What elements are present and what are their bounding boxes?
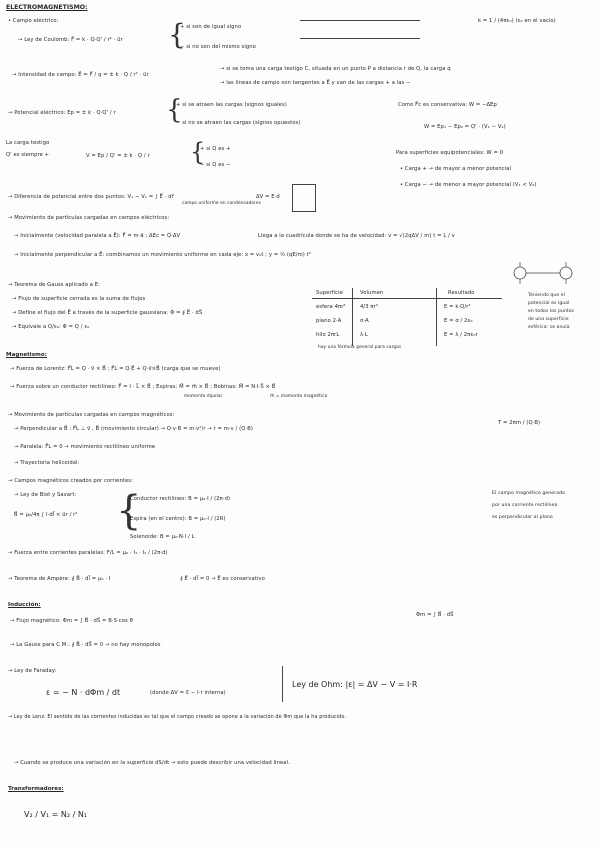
magnetic-flux-integral: Φm = ∫ B⃗ · dS⃗ xyxy=(416,612,454,618)
negative-charge-note: • Carga − → de menor a mayor potencial (V₁ < V₂) xyxy=(400,182,537,188)
ampere-conservative: ∮ E⃗ · dl⃗ = 0 → E⃗ es conservativo xyxy=(180,576,265,582)
table-note: hay una fórmula general para cargas xyxy=(318,345,402,350)
table-divider-1 xyxy=(352,288,353,346)
table-header-surface: Superficie xyxy=(316,290,343,296)
magnetic-flux: → Flujo magnético: Φm = ∫ B⃗ · dS⃗ = B·S·cos θ xyxy=(10,618,133,624)
table-header-volume: Volumen xyxy=(360,290,384,296)
table-cell: 4/3 πr³ xyxy=(360,304,379,310)
intensity-note-2: → las líneas de campo son tangentes a E⃗ y van de las cargas + a las − xyxy=(220,80,411,86)
section-campo-electrico: • Campo eléctrico: xyxy=(8,18,59,24)
coulomb-law: → Ley de Coulomb: F⃗ = k · Q·Q' / r² · u⃗r xyxy=(18,37,123,43)
table-cell: E = λ / 2πε₀r xyxy=(444,332,478,338)
biot-case-1: Conductor rectilíneo: B = μ₀·I / (2π·d) xyxy=(130,496,231,502)
ohm-divider xyxy=(282,666,283,702)
biot-case-3: Solenoide: B = μ₀·N·I / L xyxy=(130,534,195,540)
potential-brace: { xyxy=(166,95,183,125)
biot-brace: { xyxy=(116,488,142,534)
motion-perpendicular: → Inicialmente perpendicular a E⃗: combinamos un movimiento uniforme en cada eje: x = v₀t ; y = ½ (qE/m) t² xyxy=(14,252,311,258)
intensity-formula: → Intensidad de campo: E⃗ = F⃗ / q = ± k · Q / r² · u⃗r xyxy=(12,72,149,78)
intensity-note-1: → si se toma una carga testigo C, situada en un punto P a distancia r de Q, la carga q xyxy=(220,66,451,72)
capacitor-diagram xyxy=(292,184,316,212)
page-title: ELECTROMAGNETISMO: xyxy=(6,4,88,11)
coulomb-constant: k = 1 / (4πε₀) (ε₀ en el vacío) xyxy=(478,18,556,24)
gauss-note-1: → Flujo de superficie cerrada es la suma de flujos xyxy=(12,296,146,302)
transformer-formula: V₂ / V₁ = N₂ / N₁ xyxy=(24,810,88,819)
coulomb-option-1: + si son de igual signo xyxy=(180,24,242,30)
potential-option-2: − si no se atraen las cargas (signos opuestos) xyxy=(176,120,301,126)
potential-difference-sub: campo uniforme en condensadores xyxy=(182,201,261,206)
test-charge-label: La carga testigo xyxy=(6,140,50,146)
potential-energy: → Potencial eléctrico: Ep = ± k · Q·Q' / r xyxy=(8,110,116,116)
coulomb-brace: { xyxy=(168,18,186,51)
equipotential-note: Para superficies equipotenciales: W = 0 xyxy=(396,150,504,156)
biot-savart-heading: → Ley de Biot y Savart: xyxy=(14,492,77,498)
induction-heading: Inducción: xyxy=(8,602,41,608)
table-cell: E = σ / 2ε₀ xyxy=(444,318,473,324)
particle-motion-electric: → Movimiento de partículas cargadas en campos eléctricos: xyxy=(8,215,170,221)
field-lines-sketch xyxy=(506,262,588,284)
motion-perpendicular-b: → Perpendicular a B⃗ : F⃗L ⊥ v⃗ , B⃗ (movimiento circular) → Q·v·B = m·v²/r → r = m·v / (Q·B) xyxy=(14,426,253,432)
potential-difference-tail: ΔV = E·d xyxy=(256,194,280,200)
table-cell: esfera 4πr² xyxy=(316,304,346,310)
table-cell: σ·A xyxy=(360,318,369,324)
side-note-line: Teniendo que el xyxy=(528,293,565,298)
ampere-theorem: → Teorema de Ampère: ∮ B⃗ · dl⃗ = μ₀ · I xyxy=(8,576,111,582)
potential-sign-2: − si Q es − xyxy=(200,162,231,168)
positive-charge-note: • Carga + → de mayor a menor potencial xyxy=(400,166,512,172)
side-note-line: esférica: se anula xyxy=(528,325,570,330)
biot-case-2: Espira (en el centro): B = μ₀·I / (2R) xyxy=(130,516,226,522)
ohm-law: Ley de Ohm: |ε| = ΔV − V = I·R xyxy=(292,680,418,689)
gauss-magnetic: → La Gauss para C.M.: ∮ B⃗ · dS⃗ = 0 → no hay monopolos xyxy=(10,642,161,648)
biot-savart-formula: B⃗ = μ₀/4π ∫ I·dl⃗ × u⃗r / r² xyxy=(14,512,78,518)
period-formula: T = 2πm / (Q·B) xyxy=(498,420,541,426)
table-cell: λ·L xyxy=(360,332,368,338)
surface-variation-note: → Cuando se produce una variación en la superficie dS/dt → esto puede describir una velocidad lineal. xyxy=(14,760,290,766)
biot-note-line: es perpendicular al plano xyxy=(492,515,553,520)
motion-parallel: → Inicialmente (velocidad paralela a E⃗): F⃗ = m·a⃗ ; ΔEc = Q·ΔV xyxy=(14,233,181,239)
potential-sign-brace: { xyxy=(190,138,206,166)
side-note-line: potencial es igual xyxy=(528,301,570,306)
gauss-note-3: → Equivale a Q/ε₀: Φ = Q / ε₀ xyxy=(12,324,90,330)
table-divider-2 xyxy=(436,288,437,346)
conductor-sub-2: m⃗ = momento magnético xyxy=(270,394,328,399)
table-header-rule xyxy=(312,298,502,299)
lorentz-force: → Fuerza de Lorentz: F⃗L = Q · v⃗ × B⃗ ; F⃗L = Q·E⃗ + Q·v⃗×B⃗ (carga que se mueve) xyxy=(10,366,221,372)
side-note-line: en todos los puntos xyxy=(528,309,575,314)
work-formula: W = Ep₁ − Ep₂ = Q' · (V₁ − V₂) xyxy=(424,124,506,130)
conductor-force: → Fuerza sobre un conductor rectilíneo: F⃗ = I · L⃗ × B⃗ ; Espiras: M⃗ = m⃗ × B⃗ ; Bobinas: M⃗ = N·I·S⃗ × B⃗ xyxy=(10,384,276,390)
table-header-result: Resultado xyxy=(448,290,475,296)
faraday-tail: (donde ΔV = Ɛ − I·r interna) xyxy=(150,690,226,696)
biot-note-line: por una corriente rectilínea xyxy=(492,503,558,508)
coulomb-option-2: − si no son del mismo signo xyxy=(180,44,256,50)
table-cell: E = k·Q/r² xyxy=(444,304,471,310)
faraday-formula: ε = − N · dΦm / dt xyxy=(46,688,121,697)
magnetic-fields-currents: → Campos magnéticos creados por corrientes: xyxy=(8,478,133,484)
table-cell: plano 2·A xyxy=(316,318,342,324)
motion-parallel-b: → Paralela: F⃗L = 0 → movimiento rectilíneo uniforme xyxy=(14,444,156,450)
table-cell: hilo 2πrL xyxy=(316,332,340,338)
potential-formula: V = Ep / Q' = ± k · Q / r xyxy=(86,153,150,159)
gauss-note-2: → Define el flujo del E⃗ a través de la superficie gaussiana: Φ = ∮ E⃗ · dS⃗ xyxy=(12,310,203,316)
vector-arrow-1 xyxy=(300,20,420,21)
vector-arrow-2 xyxy=(300,38,420,39)
motion-parallel-velocity: Llega a la cuadrícula donde se ha de velocidad: v = √(2qΔV / m) t = L / v xyxy=(258,233,455,239)
conservative-note: Como F⃗c es conservativa: W = −ΔEp xyxy=(398,102,497,108)
test-charge-label-2: Q' es siempre + xyxy=(6,152,50,158)
gauss-theorem: → Teorema de Gauss aplicado a E: xyxy=(8,282,100,288)
conductor-sub-1: momento dipolar xyxy=(184,394,223,399)
side-note-line: de una superficie xyxy=(528,317,569,322)
magnetism-heading: Magnetismo: xyxy=(6,352,47,358)
motion-helical: → Trayectoria helicoidal: xyxy=(14,460,80,466)
potential-sign-1: + si Q es + xyxy=(200,146,231,152)
parallel-currents-force: → Fuerza entre corrientes paralelas: F/L = μ₀ · I₁ · I₂ / (2π·d) xyxy=(8,550,168,556)
transformers-heading: Transformadores: xyxy=(8,786,64,792)
potential-difference: → Diferencia de potencial entre dos puntos: V₁ − V₂ = ∫ E⃗ · dr⃗ xyxy=(8,194,174,200)
biot-note-line: El campo magnético generado xyxy=(492,491,566,496)
magnetic-particle-motion: → Movimiento de partículas cargadas en campos magnéticos: xyxy=(8,412,175,418)
lenz-law: → Ley de Lenz: El sentido de las corrientes inducidas es tal que el campo creado se opone a la variación de Φm que la ha producido. xyxy=(8,714,347,720)
potential-option-1: + si se atraen las cargas (signos iguales) xyxy=(176,102,287,108)
faraday-heading: → Ley de Faraday: xyxy=(8,668,57,674)
